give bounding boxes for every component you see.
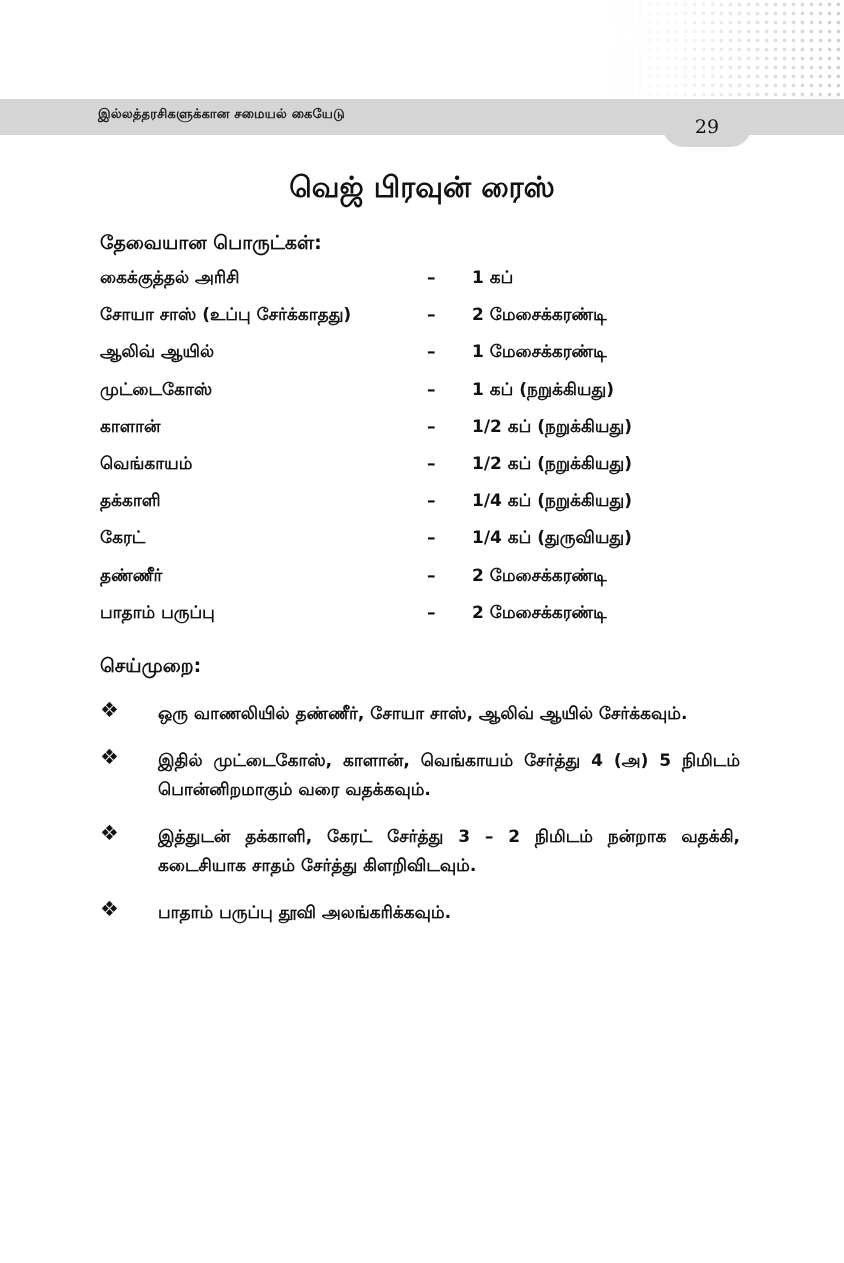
ingredient-name: தண்ணீர் bbox=[100, 565, 163, 586]
ingredient-quantity: 1/4 கப் (நறுக்கியது) bbox=[472, 491, 633, 512]
ingredient-row bbox=[100, 417, 720, 454]
ingredient-separator: – bbox=[427, 268, 436, 288]
ingredient-name: முட்டைகோஸ் bbox=[100, 379, 213, 400]
ingredient-quantity: 1 கப் bbox=[472, 268, 514, 288]
ingredient-separator: – bbox=[427, 491, 436, 512]
recipe-title: வெஜ் பிரவுன் ரைஸ் bbox=[289, 170, 555, 204]
halftone-dot-pattern bbox=[600, 0, 844, 112]
ingredient-quantity: 1 மேசைக்கரண்டி bbox=[472, 342, 607, 363]
method-step bbox=[100, 823, 740, 881]
ingredient-separator: – bbox=[427, 416, 436, 437]
method-step bbox=[100, 747, 740, 805]
ingredients-heading: தேவையான பொருட்கள்: bbox=[100, 232, 322, 254]
page-number: 29 bbox=[694, 116, 720, 138]
diamond-bullet-icon: ❖ bbox=[100, 897, 119, 921]
ingredient-row bbox=[100, 305, 720, 342]
ingredient-row bbox=[100, 528, 720, 565]
ingredient-name: கேரட் bbox=[100, 528, 146, 549]
ingredient-row bbox=[100, 491, 720, 528]
ingredient-quantity: 1/2 கப் (நறுக்கியது) bbox=[472, 416, 633, 437]
diamond-bullet-icon: ❖ bbox=[100, 698, 119, 722]
step-text: பாதாம் பருப்பு தூவி அலங்கரிக்கவும். bbox=[158, 903, 452, 923]
ingredient-quantity: 2 மேசைக்கரண்டி bbox=[472, 602, 607, 623]
step-text: இதில் முட்டைகோஸ், காளான், வெங்காயம் சேர்த்து 4 (அ) 5 நிமிடம் பொன்னிறமாகும் வரை வதக்கவும். bbox=[158, 751, 740, 800]
ingredient-row bbox=[100, 380, 720, 417]
ingredient-separator: – bbox=[427, 602, 436, 623]
ingredient-name: பாதாம் பருப்பு bbox=[100, 602, 215, 623]
ingredients-list bbox=[100, 268, 720, 640]
ingredient-name: வெங்காயம் bbox=[100, 453, 193, 474]
ingredient-row bbox=[100, 268, 720, 305]
ingredient-separator: – bbox=[427, 342, 436, 363]
ingredient-quantity: 1/2 கப் (நறுக்கியது) bbox=[472, 453, 633, 474]
ingredient-row bbox=[100, 566, 720, 603]
ingredient-name: காளான் bbox=[100, 416, 161, 437]
ingredient-name: தக்காளி bbox=[100, 491, 161, 512]
ingredient-separator: – bbox=[427, 528, 436, 549]
running-header-title: இல்லத்தரசிகளுக்கான சமையல் கையேடு bbox=[98, 107, 345, 122]
method-step bbox=[100, 700, 740, 729]
diamond-bullet-icon: ❖ bbox=[100, 821, 119, 845]
ingredient-name: சோயா சாஸ் (உப்பு சேர்க்காதது) bbox=[100, 305, 352, 326]
method-steps bbox=[100, 700, 740, 946]
ingredient-row bbox=[100, 342, 720, 379]
ingredient-separator: – bbox=[427, 453, 436, 474]
ingredient-row bbox=[100, 454, 720, 491]
diamond-bullet-icon: ❖ bbox=[100, 745, 119, 769]
ingredient-row bbox=[100, 603, 720, 640]
method-heading: செய்முறை: bbox=[100, 655, 202, 677]
method-step bbox=[100, 899, 740, 928]
step-text: ஒரு வாணலியில் தண்ணீர், சோயா சாஸ், ஆலிவ் ஆயில் சேர்க்கவும். bbox=[158, 704, 688, 724]
ingredient-name: ஆலிவ் ஆயில் bbox=[100, 342, 215, 363]
ingredient-quantity: 2 மேசைக்கரண்டி bbox=[472, 305, 607, 326]
ingredient-quantity: 1/4 கப் (துருவியது) bbox=[472, 528, 632, 549]
ingredient-separator: – bbox=[427, 379, 436, 400]
ingredient-separator: – bbox=[427, 305, 436, 326]
ingredient-name: கைக்குத்தல் அரிசி bbox=[100, 268, 240, 288]
step-text: இத்துடன் தக்காளி, கேரட் சேர்த்து 3 – 2 நிமிடம் நன்றாக வதக்கி, கடைசியாக சாதம் சேர்த்து கிளறிவிடவும். bbox=[158, 827, 740, 876]
ingredient-quantity: 1 கப் (நறுக்கியது) bbox=[472, 379, 614, 400]
ingredient-quantity: 2 மேசைக்கரண்டி bbox=[472, 565, 607, 586]
ingredient-separator: – bbox=[427, 565, 436, 586]
